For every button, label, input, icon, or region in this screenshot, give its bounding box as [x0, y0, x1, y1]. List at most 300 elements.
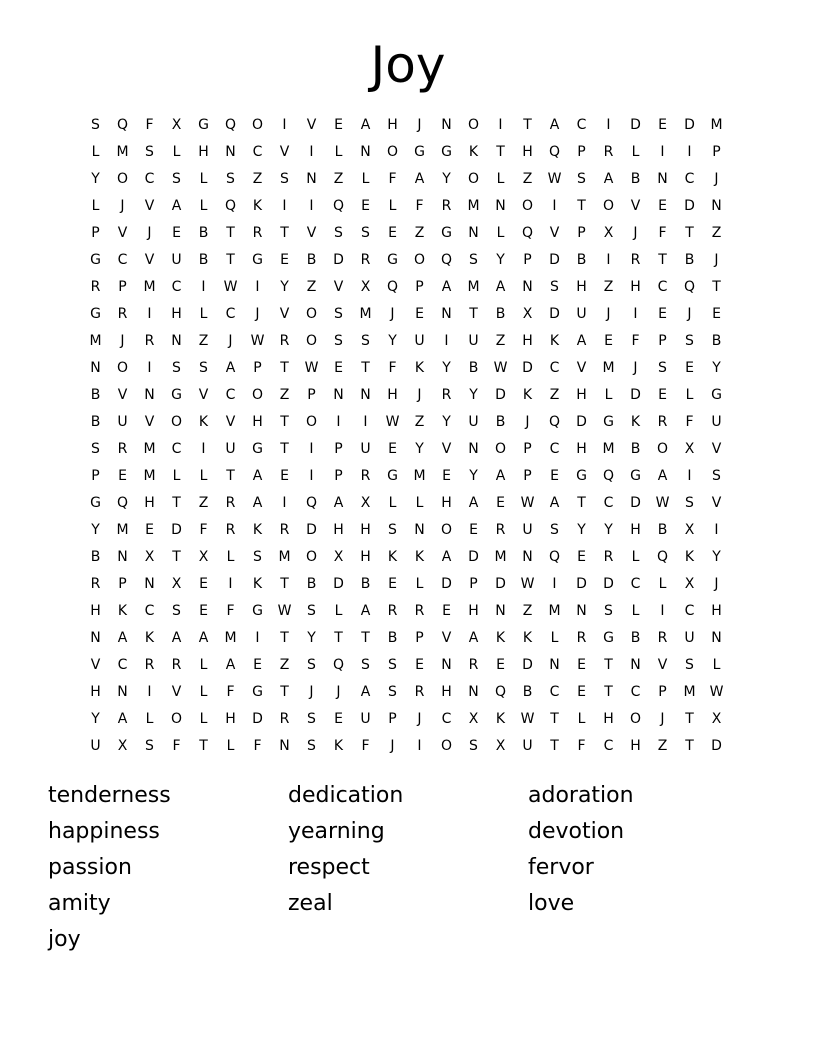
grid-cell: T	[226, 468, 235, 484]
grid-cell: I	[552, 576, 557, 592]
grid-cell: B	[468, 360, 479, 376]
grid-cell: E	[442, 468, 451, 484]
grid-cell: R	[90, 576, 101, 592]
grid-cell: J	[525, 414, 530, 430]
grid-cell: F	[388, 171, 397, 187]
grid-cell: O	[305, 414, 318, 430]
word-list-item: happiness	[48, 819, 160, 844]
word-list-item: zeal	[288, 891, 333, 916]
grid-cell: L	[496, 171, 505, 187]
grid-cell: T	[712, 279, 721, 295]
grid-cell: R	[603, 144, 614, 160]
grid-cell: A	[441, 549, 452, 565]
grid-cell: V	[657, 657, 668, 673]
grid-cell: Q	[305, 495, 318, 511]
grid-row	[82, 274, 742, 301]
grid-cell: X	[684, 522, 695, 538]
word-list-item: devotion	[528, 819, 625, 844]
grid-cell: N	[549, 657, 560, 673]
grid-cell: Z	[414, 414, 425, 430]
grid-cell: F	[226, 684, 235, 700]
grid-cell: L	[226, 549, 235, 565]
grid-cell: J	[633, 360, 638, 376]
grid-cell: U	[522, 738, 533, 754]
grid-cell: Q	[548, 144, 561, 160]
grid-cell: T	[658, 252, 667, 268]
grid-cell: Y	[415, 441, 424, 457]
grid-cell: R	[144, 657, 155, 673]
grid-cell: L	[199, 198, 208, 214]
grid-cell: L	[361, 171, 370, 187]
grid-cell: L	[631, 549, 640, 565]
grid-row	[82, 355, 742, 382]
grid-cell: I	[606, 252, 611, 268]
grid-cell: L	[226, 738, 235, 754]
grid-cell: J	[309, 684, 314, 700]
grid-cell: Y	[442, 414, 451, 430]
grid-cell: F	[361, 738, 370, 754]
grid-cell: I	[147, 306, 152, 322]
grid-cell: Z	[279, 387, 290, 403]
grid-cell: N	[306, 171, 317, 187]
grid-cell: H	[441, 684, 452, 700]
grid-cell: C	[603, 495, 614, 511]
grid-cell: R	[360, 252, 371, 268]
grid-cell: A	[549, 495, 560, 511]
grid-cell: B	[630, 441, 641, 457]
grid-cell: S	[307, 657, 316, 673]
grid-cell: U	[117, 414, 128, 430]
grid-cell: N	[522, 279, 533, 295]
grid-cell: V	[711, 495, 722, 511]
grid-cell: S	[172, 360, 181, 376]
grid-cell: M	[143, 468, 156, 484]
grid-cell: G	[441, 225, 452, 241]
grid-cell: N	[90, 630, 101, 646]
grid-cell: C	[603, 738, 614, 754]
grid-cell: C	[630, 576, 641, 592]
grid-cell: J	[714, 576, 719, 592]
grid-row	[82, 301, 742, 328]
grid-cell: B	[198, 252, 209, 268]
grid-cell: J	[714, 171, 719, 187]
grid-cell: N	[441, 117, 452, 133]
grid-cell: H	[171, 306, 182, 322]
grid-cell: T	[496, 144, 505, 160]
grid-cell: U	[684, 630, 695, 646]
grid-cell: Y	[388, 333, 397, 349]
word-list-item: respect	[288, 855, 370, 880]
grid-row	[82, 166, 742, 193]
grid-cell: M	[548, 603, 561, 619]
grid-cell: W	[655, 495, 670, 511]
grid-cell: E	[253, 657, 262, 673]
grid-row	[82, 544, 742, 571]
grid-cell: N	[522, 549, 533, 565]
grid-row	[82, 220, 742, 247]
grid-cell: A	[252, 468, 263, 484]
grid-cell: O	[386, 144, 399, 160]
grid-cell: E	[604, 333, 613, 349]
grid-cell: T	[685, 738, 694, 754]
grid-cell: Z	[522, 171, 533, 187]
grid-cell: M	[278, 549, 291, 565]
grid-cell: C	[252, 144, 263, 160]
grid-cell: D	[684, 117, 695, 133]
grid-cell: W	[223, 279, 238, 295]
grid-cell: S	[685, 657, 694, 673]
grid-cell: P	[577, 144, 586, 160]
grid-cell: Z	[603, 279, 614, 295]
grid-cell: Z	[414, 225, 425, 241]
grid-cell: L	[550, 630, 559, 646]
grid-cell: P	[415, 630, 424, 646]
grid-cell: B	[495, 306, 506, 322]
grid-cell: E	[388, 441, 397, 457]
grid-cell: R	[414, 684, 425, 700]
grid-cell: I	[660, 144, 665, 160]
grid-cell: V	[711, 441, 722, 457]
grid-cell: N	[711, 630, 722, 646]
grid-cell: C	[684, 603, 695, 619]
grid-cell: T	[550, 711, 559, 727]
grid-row	[82, 652, 742, 679]
grid-cell: U	[225, 441, 236, 457]
grid-cell: E	[415, 306, 424, 322]
grid-cell: C	[171, 279, 182, 295]
grid-cell: D	[333, 576, 344, 592]
grid-cell: L	[172, 468, 181, 484]
grid-cell: R	[117, 441, 128, 457]
grid-cell: J	[417, 711, 422, 727]
grid-cell: K	[684, 549, 695, 565]
word-list-item: fervor	[528, 855, 594, 880]
grid-cell: V	[144, 414, 155, 430]
grid-cell: A	[657, 468, 668, 484]
grid-cell: X	[360, 279, 371, 295]
grid-cell: Q	[332, 657, 345, 673]
grid-cell: R	[279, 711, 290, 727]
grid-cell: X	[684, 441, 695, 457]
grid-cell: V	[117, 387, 128, 403]
grid-cell: M	[602, 360, 615, 376]
grid-cell: I	[309, 468, 314, 484]
grid-cell: K	[252, 522, 263, 538]
grid-cell: J	[390, 738, 395, 754]
grid-cell: L	[604, 387, 613, 403]
grid-cell: I	[255, 630, 260, 646]
grid-cell: G	[171, 387, 182, 403]
grid-cell: H	[360, 522, 371, 538]
grid-cell: M	[467, 198, 480, 214]
grid-cell: Y	[91, 522, 100, 538]
grid-cell: N	[468, 684, 479, 700]
grid-cell: H	[603, 711, 614, 727]
grid-cell: J	[390, 306, 395, 322]
grid-cell: Z	[495, 333, 506, 349]
grid-cell: W	[493, 360, 508, 376]
grid-cell: L	[388, 495, 397, 511]
grid-cell: E	[415, 657, 424, 673]
grid-cell: O	[251, 117, 264, 133]
grid-cell: Z	[549, 387, 560, 403]
grid-cell: Q	[521, 225, 534, 241]
word-list-item: passion	[48, 855, 132, 880]
grid-cell: I	[201, 279, 206, 295]
grid-cell: V	[441, 441, 452, 457]
grid-cell: R	[279, 522, 290, 538]
grid-cell: V	[306, 117, 317, 133]
grid-cell: Y	[280, 279, 289, 295]
grid-cell: T	[226, 225, 235, 241]
grid-cell: I	[147, 360, 152, 376]
grid-cell: Q	[224, 117, 237, 133]
grid-cell: P	[577, 225, 586, 241]
grid-cell: Q	[116, 495, 129, 511]
grid-cell: R	[657, 630, 668, 646]
grid-cell: I	[498, 117, 503, 133]
grid-cell: P	[118, 576, 127, 592]
grid-cell: M	[116, 522, 129, 538]
grid-cell: N	[360, 144, 371, 160]
grid-cell: S	[307, 711, 316, 727]
grid-cell: L	[199, 468, 208, 484]
grid-cell: G	[711, 387, 722, 403]
grid-cell: N	[225, 144, 236, 160]
grid-cell: E	[199, 603, 208, 619]
grid-cell: C	[576, 117, 587, 133]
grid-cell: B	[90, 387, 101, 403]
grid-cell: G	[387, 468, 398, 484]
grid-cell: O	[251, 387, 264, 403]
grid-cell: T	[172, 549, 181, 565]
grid-cell: H	[630, 738, 641, 754]
grid-cell: K	[495, 711, 506, 727]
grid-cell: S	[361, 333, 370, 349]
grid-cell: K	[387, 549, 398, 565]
grid-cell: G	[603, 414, 614, 430]
grid-cell: T	[523, 117, 532, 133]
grid-cell: E	[712, 306, 721, 322]
page-title: Joy	[370, 36, 446, 94]
grid-cell: U	[576, 306, 587, 322]
grid-cell: A	[171, 198, 182, 214]
grid-cell: B	[711, 333, 722, 349]
grid-cell: C	[684, 171, 695, 187]
grid-cell: K	[198, 414, 209, 430]
grid-cell: Q	[116, 117, 129, 133]
grid-cell: R	[657, 414, 668, 430]
grid-cell: W	[547, 171, 562, 187]
grid-cell: V	[144, 198, 155, 214]
grid-cell: P	[658, 684, 667, 700]
grid-cell: L	[334, 603, 343, 619]
grid-cell: H	[333, 522, 344, 538]
grid-cell: N	[576, 603, 587, 619]
grid-cell: V	[279, 144, 290, 160]
grid-cell: B	[684, 252, 695, 268]
grid-cell: T	[550, 738, 559, 754]
grid-cell: O	[305, 549, 318, 565]
grid-cell: G	[90, 252, 101, 268]
grid-cell: M	[89, 333, 102, 349]
grid-cell: K	[468, 144, 479, 160]
grid-cell: S	[685, 495, 694, 511]
grid-cell: L	[91, 144, 100, 160]
grid-cell: O	[656, 441, 669, 457]
grid-cell: R	[144, 333, 155, 349]
grid-cell: C	[225, 306, 236, 322]
grid-cell: E	[658, 387, 667, 403]
grid-cell: V	[144, 252, 155, 268]
grid-cell: V	[117, 225, 128, 241]
grid-cell: U	[468, 333, 479, 349]
grid-cell: H	[711, 603, 722, 619]
grid-cell: U	[360, 441, 371, 457]
grid-cell: N	[441, 657, 452, 673]
grid-cell: L	[685, 387, 694, 403]
grid-cell: A	[117, 711, 128, 727]
grid-cell: W	[520, 576, 535, 592]
grid-cell: A	[468, 630, 479, 646]
grid-cell: R	[630, 252, 641, 268]
grid-cell: P	[91, 468, 100, 484]
grid-cell: R	[414, 603, 425, 619]
grid-cell: D	[630, 387, 641, 403]
grid-cell: I	[255, 279, 260, 295]
grid-cell: N	[171, 333, 182, 349]
grid-cell: J	[228, 333, 233, 349]
grid-cell: S	[361, 225, 370, 241]
grid-cell: C	[225, 387, 236, 403]
grid-cell: W	[304, 360, 319, 376]
grid-cell: K	[630, 414, 641, 430]
grid-cell: R	[225, 522, 236, 538]
grid-cell: A	[333, 495, 344, 511]
grid-cell: I	[336, 414, 341, 430]
grid-cell: J	[417, 117, 422, 133]
grid-cell: P	[334, 441, 343, 457]
grid-cell: L	[388, 198, 397, 214]
grid-cell: N	[468, 441, 479, 457]
grid-cell: H	[630, 279, 641, 295]
grid-cell: I	[687, 144, 692, 160]
grid-cell: U	[468, 414, 479, 430]
grid-cell: F	[388, 360, 397, 376]
grid-cell: Y	[496, 252, 505, 268]
grid-cell: D	[306, 522, 317, 538]
grid-cell: Y	[469, 387, 478, 403]
grid-cell: H	[468, 603, 479, 619]
grid-cell: Q	[683, 279, 696, 295]
grid-cell: T	[280, 414, 289, 430]
grid-cell: V	[441, 630, 452, 646]
grid-cell: I	[606, 117, 611, 133]
grid-cell: P	[334, 468, 343, 484]
grid-cell: B	[495, 414, 506, 430]
grid-cell: X	[198, 549, 209, 565]
grid-cell: C	[117, 252, 128, 268]
grid-cell: X	[360, 495, 371, 511]
grid-cell: U	[171, 252, 182, 268]
grid-cell: E	[388, 576, 397, 592]
grid-cell: R	[576, 630, 587, 646]
grid-cell: D	[576, 576, 587, 592]
grid-cell: Y	[577, 522, 586, 538]
grid-row	[82, 247, 742, 274]
grid-cell: G	[414, 144, 425, 160]
grid-row	[82, 490, 742, 517]
grid-cell: E	[577, 684, 586, 700]
grid-cell: K	[414, 549, 425, 565]
grid-cell: C	[630, 684, 641, 700]
grid-cell: D	[603, 576, 614, 592]
grid-cell: E	[550, 468, 559, 484]
grid-cell: S	[253, 549, 262, 565]
grid-cell: H	[198, 144, 209, 160]
grid-cell: V	[630, 198, 641, 214]
grid-cell: S	[334, 225, 343, 241]
grid-cell: T	[199, 738, 208, 754]
grid-cell: T	[577, 198, 586, 214]
grid-cell: O	[521, 198, 534, 214]
grid-cell: O	[305, 306, 318, 322]
grid-cell: H	[576, 279, 587, 295]
grid-cell: J	[147, 225, 152, 241]
grid-cell: W	[709, 684, 724, 700]
grid-cell: D	[630, 117, 641, 133]
grid-cell: S	[685, 333, 694, 349]
grid-cell: T	[280, 630, 289, 646]
grid-cell: D	[549, 306, 560, 322]
grid-cell: X	[711, 711, 722, 727]
grid-cell: G	[252, 441, 263, 457]
grid-cell: G	[252, 684, 263, 700]
grid-cell: C	[171, 441, 182, 457]
grid-cell: T	[469, 306, 478, 322]
grid-cell: P	[523, 468, 532, 484]
grid-cell: F	[172, 738, 181, 754]
grid-cell: S	[577, 171, 586, 187]
grid-cell: S	[361, 657, 370, 673]
grid-cell: K	[117, 603, 128, 619]
word-list-item: adoration	[528, 783, 634, 808]
grid-cell: A	[225, 657, 236, 673]
grid-cell: U	[414, 333, 425, 349]
grid-cell: O	[629, 711, 642, 727]
grid-cell: K	[252, 576, 263, 592]
grid-cell: E	[577, 549, 586, 565]
grid-cell: O	[494, 441, 507, 457]
grid-cell: Q	[494, 684, 507, 700]
grid-cell: X	[468, 711, 479, 727]
grid-cell: D	[711, 738, 722, 754]
grid-cell: N	[90, 360, 101, 376]
grid-cell: A	[225, 360, 236, 376]
grid-cell: K	[522, 630, 533, 646]
grid-cell: R	[603, 549, 614, 565]
grid-row	[82, 679, 742, 706]
grid-cell: X	[603, 225, 614, 241]
grid-cell: K	[252, 198, 263, 214]
grid-cell: L	[145, 711, 154, 727]
grid-cell: R	[495, 522, 506, 538]
grid-row	[82, 625, 742, 652]
grid-cell: I	[687, 468, 692, 484]
grid-cell: O	[413, 252, 426, 268]
grid-cell: C	[144, 603, 155, 619]
grid-cell: H	[387, 387, 398, 403]
